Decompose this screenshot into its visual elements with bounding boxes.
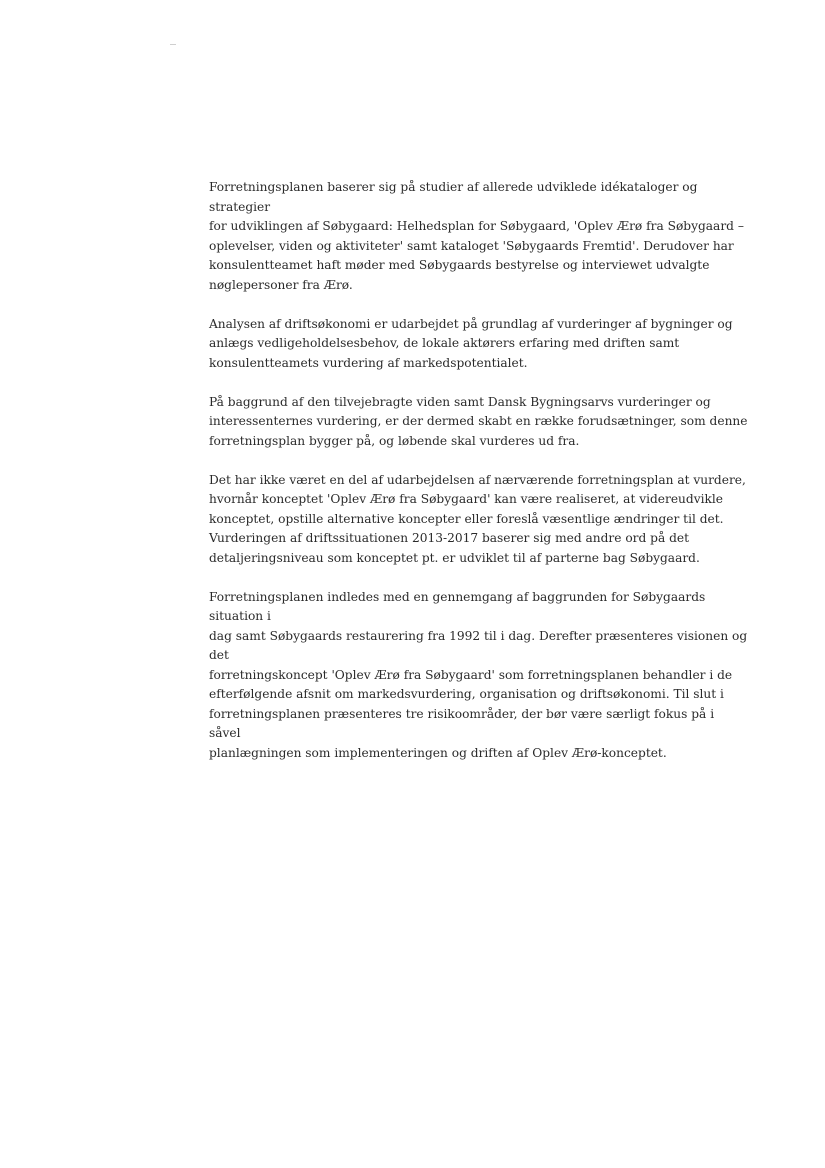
scan-artifact bbox=[170, 44, 176, 45]
paragraph-economy-analysis: Analysen af driftsøkonomi er udarbejdet på grundlag af vurderinger af bygninger og anlægs vedligeholdelsesbehov, de lokale aktørers erfaring med driften samt konsulentteamets vurdering af markedspotentialet. bbox=[209, 316, 733, 370]
paragraph-sources: Forretningsplanen baserer sig på studier af allerede udviklede idékataloger og strategier for udviklingen af Søbygaard: Helhedsplan for Søbygaard, 'Oplev Ærø fra Søbygaard – oplevelser, viden og aktiviteter' samt kataloget 'Søbygaards Fremtid'. Derudover har konsulentteamet haft møder med Søbygaards bestyrelse og interviewet udvalgte nøglepersoner fra Ærø. bbox=[209, 180, 744, 292]
document-body bbox=[209, 178, 749, 783]
paragraph-assumptions: På baggrund af den tilvejebragte viden samt Dansk Bygningsarvs vurderinger og interessenternes vurdering, er der dermed skabt en række forudsætninger, som denne forretningsplan bygger på, og løbende skal vurderes ud fra. bbox=[209, 394, 748, 448]
paragraph-structure-overview: Forretningsplanen indledes med en gennemgang af baggrunden for Søbygaards situation i dag samt Søbygaards restaurering fra 1992 til i dag. Derefter præsenteres visionen og det forretningskoncept 'Oplev Ærø fra Søbygaard' som forretningsplanen behandler i de efterfølgende afsnit om markedsvurdering, organisation og driftsøkonomi. Til slut i forretningsplanen præsenteres tre risikoområder, der bør være særligt fokus på i såvel planlægningen som implementeringen og driften af Oplev Ærø-konceptet. bbox=[209, 589, 748, 760]
paragraph-scope-limitations: Det har ikke været en del af udarbejdelsen af nærværende forretningsplan at vurdere, hvornår konceptet 'Oplev Ærø fra Søbygaard' kan være realiseret, at videreudvikle konceptet, opstille alternative koncepter eller foreslå væsentlige ændringer til det. Vurderingen af driftssituationen 2013-2017 baserer sig med andre ord på det detaljeringsniveau som konceptet pt. er udviklet til af parterne bag Søbygaard. bbox=[209, 472, 746, 565]
